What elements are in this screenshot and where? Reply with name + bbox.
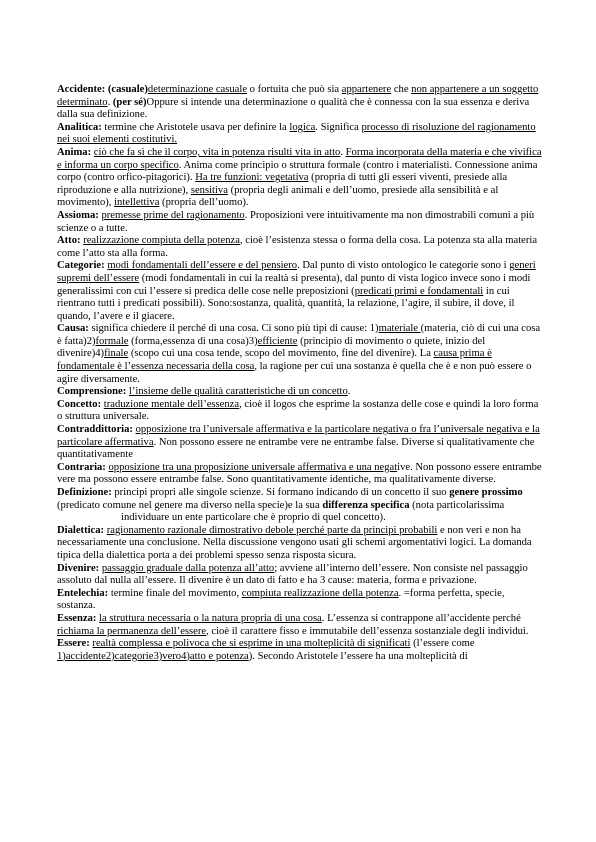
entry-text: (predicato comune nel genere ma diverso nella specie)e la sua xyxy=(57,499,323,511)
underlined-text: predicati primi e fondamentali xyxy=(354,285,484,297)
underlined-text: modi fondamentali dell’essere e del pensiero xyxy=(107,260,298,272)
underlined-text: traduzione mentale dell’essenza xyxy=(103,398,240,410)
entry-term: Analitica: xyxy=(57,121,102,133)
entry-term: Comprensione: xyxy=(57,386,127,398)
entry-text: . =forma perfetta, specie, sostanza. xyxy=(57,587,505,612)
underlined-text: opposizione tra una proposizione universale affermativa e una negat xyxy=(108,461,398,473)
underlined-text: determinazione casuale xyxy=(147,84,248,95)
underlined-text: l’insieme delle qualità caratteristiche di un concetto xyxy=(128,386,348,398)
entry-anima xyxy=(57,147,545,210)
entry-text: . Non possono essere ne entrambe vere ne entrambe false. Diverse si qualitativamente che quantitativamente xyxy=(57,436,535,461)
underlined-text: formale xyxy=(95,335,129,347)
entry-text: , cioè l’esistenza stessa o forma della cosa. La potenza sta alla materia come l’atto sta alla forma. xyxy=(57,235,538,259)
entry-text: termine che Aristotele usava per definire la xyxy=(101,121,290,133)
entry-term: Essenza: xyxy=(57,612,97,624)
underlined-text: processo di risoluzione del ragionamento nei suoi elementi costitutivi. xyxy=(57,121,536,146)
entry-analitica xyxy=(57,122,545,147)
underlined-text: logica xyxy=(289,121,316,133)
entry-contraddittoria xyxy=(57,424,545,462)
underlined-text: generi supremi dell’essere xyxy=(57,260,536,284)
underlined-text: compiuta realizzazione della potenza xyxy=(241,587,399,599)
entry-text: . Significa xyxy=(315,121,362,133)
entry-text: . Proposizioni vere intuitivamente ma non dimostrabili comuni a più scienze o a tutte. xyxy=(57,209,535,234)
entry-term: Divenire: xyxy=(57,562,100,574)
entry-dialettica xyxy=(57,525,545,563)
entry-text: (propria degli animali e dell’uomo, presiede alla sensibilità e al movimento), xyxy=(57,184,499,209)
bold-text: genere prossimo xyxy=(449,487,523,498)
underlined-text: intellettiva xyxy=(114,197,160,209)
entry-term: Atto: xyxy=(57,235,81,247)
underlined-text: Ha tre funzioni: vegetativa xyxy=(195,172,309,184)
underlined-text: Forma incorporata della materia e che vivifica e informa un corpo specifico xyxy=(57,146,542,171)
entry-text: . xyxy=(107,96,113,108)
entry-text: (forma,essenza di una cosa)3) xyxy=(128,335,258,347)
underlined-text: sensitiva xyxy=(190,184,228,196)
entry-text: Oppure si intende una determinazione o qualità che è connessa con la sua essenza e deriva dalla sua definizione. xyxy=(57,96,530,121)
entry-term: Essere: xyxy=(57,638,90,650)
entry-text: (l’essere come xyxy=(410,638,475,650)
underlined-text: materiale xyxy=(378,323,421,335)
entry-essere xyxy=(57,638,545,663)
entry-text: e non veri e non ha necessariamente una conclusione. Nella discussione vengono usati gli schemi argomentativi logici. La domanda tipica della dialettica porta a dei problemi spesso senza risposta sicura. xyxy=(57,524,532,561)
entry-contraria xyxy=(57,462,545,487)
entry-text: (propria dell’uomo). xyxy=(159,197,249,209)
entry-text: (materia, ciò di cui una cosa è fatta)2) xyxy=(57,323,541,347)
bold-text: (per sé) xyxy=(112,96,147,108)
entry-text: significa chiedere il perché di una cosa. Ci sono più tipi di cause: 1) xyxy=(88,323,379,335)
entry-text: ; avviene all’interno dell’essere. Non consiste nel passaggio assoluto dal nulla all’essere. Il divenire è un dato di fatto e ha 3 cause: materia, forma e privazione. xyxy=(57,562,528,587)
entry-text: . Anima come principio o struttura formale (contro i materialisti. Connessione anima corpo (contro orfico-pitagorici). xyxy=(57,159,538,184)
underlined-text: richiama la permanenza dell’essere xyxy=(57,625,207,637)
entry-text: (propria di tutti gli esseri viventi, presiede alla riproduzione e alla nutrizione), xyxy=(57,172,508,196)
entry-text: , la ragione per cui una sostanza è quella che è e non può essere o agire diversamente. xyxy=(57,361,532,385)
entry-term: Dialettica: xyxy=(57,524,105,536)
underlined-text: opposizione tra l’universale affermativa e la particolare negativa o fra l’universale negativa e la particolare affermativa xyxy=(57,424,540,448)
entry-entelechia xyxy=(57,588,545,613)
entry-accidente xyxy=(57,84,545,122)
entry-term: Entelechia: xyxy=(57,587,109,599)
entry-term: Concetto: xyxy=(57,398,102,410)
underlined-text: non appartenere a un soggetto determinato xyxy=(57,84,539,108)
entry-term: Causa: xyxy=(57,323,89,335)
entry-term: Accidente: (casuale) xyxy=(57,84,148,95)
entry-text: (principio di movimento o quiete, inizio del divenire)4) xyxy=(57,335,486,360)
entry-term: Anima: xyxy=(57,146,92,158)
underlined-text: passaggio graduale dalla potenza all’atto xyxy=(101,562,275,574)
entry-text: , cioè il carattere fisso e immutabile dell’essenza sostanziale degli individui. xyxy=(206,625,529,637)
entry-text: termine finale del movimento, xyxy=(108,587,242,599)
entry-text: ). Secondo Aristotele l’essere ha una molteplicità di xyxy=(248,650,468,662)
entry-essenza xyxy=(57,613,545,638)
underlined-text: causa prima è fondamentale è l’essenza necessaria della cosa xyxy=(57,348,492,373)
entry-categorie xyxy=(57,260,545,323)
entry-term: Definizione: xyxy=(57,487,112,498)
entry-text: (modi fondamentali in cui la realtà si presenta), dal punto di vista logico invece sono i modi generalissimi con cui l’essere si predica delle cose nelle preposizioni ( xyxy=(57,272,531,297)
entry-divenire xyxy=(57,563,545,588)
underlined-text: appartenere xyxy=(341,84,392,95)
entry-text: che xyxy=(391,84,412,95)
entry-term: Contraddittoria: xyxy=(57,424,133,436)
entry-concetto xyxy=(57,399,545,424)
underlined-text: ciò che fa sì che il corpo, vita in potenza risulti vita in atto xyxy=(93,146,341,158)
entry-text: o fortuita che può sia xyxy=(247,84,342,95)
entry-text: , cioè il logos che esprime la sostanza delle cose e quindi la loro forma o struttura universale. xyxy=(57,398,539,423)
entry-text: (nota particolarissima xyxy=(409,499,505,511)
underlined-text: 1)accidente2)categorie3)vero4)atto e potenza xyxy=(57,650,249,662)
entry-comprensione xyxy=(57,386,545,399)
entry-term: Categorie: xyxy=(57,260,105,272)
underlined-text: premesse prime del ragionamento xyxy=(101,209,245,221)
underlined-text: la struttura necessaria o la natura propria di una cosa xyxy=(99,612,322,624)
underlined-text: ragionamento razionale dimostrativo debole perché parte da principi probabili xyxy=(106,524,438,536)
entry-text: . xyxy=(347,386,351,398)
bold-text: differenza specifica xyxy=(322,499,410,511)
entry-text: . xyxy=(340,146,346,158)
underlined-text: realizzazione compiuta della potenza xyxy=(83,235,240,247)
entry-definizione xyxy=(57,487,545,525)
entry-text: . L’essenza si contrappone all’accidente perché xyxy=(321,612,521,624)
entry-text: in cui rientrano tutti i predicati possibili). Sono:sostanza, qualità, quantità, la relazione, l’agire, il subire, il dove, il quando, l’avere e il giacere. xyxy=(57,285,515,322)
entry-term: Assioma: xyxy=(57,209,99,221)
underlined-text: realtà complessa e polivoca che si esprime in una molteplicità di significati xyxy=(92,638,411,650)
entry-atto xyxy=(57,235,545,260)
entry-term: Contraria: xyxy=(57,461,106,473)
entry-text: ive. Non possono essere entrambe vere ma possono essere entrambe false. Sono quantitativamente identiche, ma qualitativamente diverse. xyxy=(57,461,542,486)
entry-assioma xyxy=(57,210,545,235)
entry-causa xyxy=(57,323,545,386)
entry-text: (scopo cui una cosa tende, scopo del movimento, fine del divenire). La xyxy=(128,348,434,360)
entry-text: principi propri alle singole scienze. Si formano indicando di un concetto il suo xyxy=(111,487,450,498)
entry-text: individuare un ente particolare che è proprio di quel concetto). xyxy=(121,512,386,524)
underlined-text: finale xyxy=(104,348,129,360)
underlined-text: efficiente xyxy=(257,335,298,347)
entry-text: . Dal punto di visto ontologico le categorie sono i xyxy=(297,260,510,272)
glossary-document xyxy=(57,84,545,663)
